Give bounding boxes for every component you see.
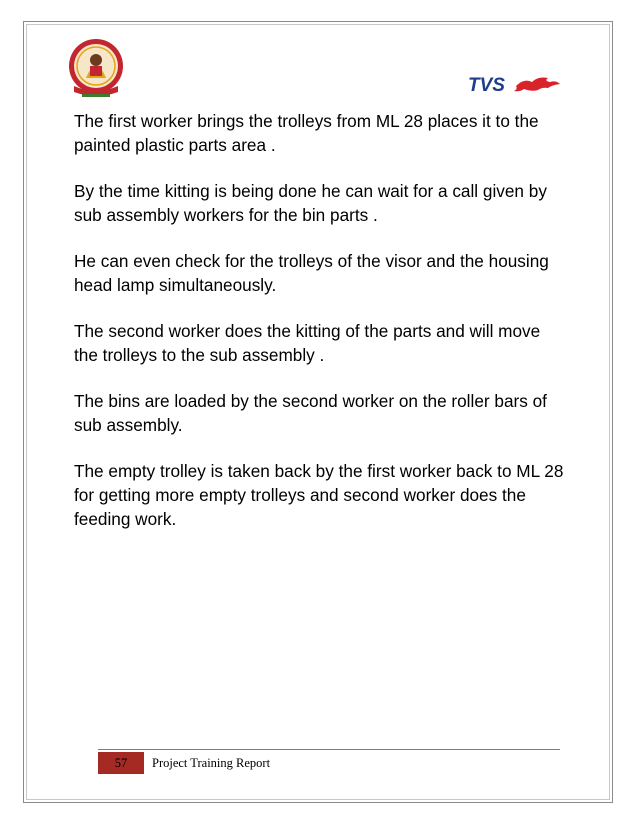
tvs-horse-logo-icon: [466, 72, 562, 98]
body-text: [74, 109, 564, 553]
footer-page-number: 57: [114, 756, 128, 770]
paragraph: He can even check for the trolleys of the visor and the housing head lamp simultaneously.: [74, 251, 549, 295]
paragraph: By the time kitting is being done he can wait for a call given by sub assembly workers for the bin parts .: [74, 181, 547, 225]
footer-title: Project Training Report: [152, 756, 271, 770]
footer-rule: [98, 749, 560, 750]
paragraph: The empty trolley is taken back by the first worker back to ML 28 for getting more empty trolleys and second worker does the feeding work.: [74, 461, 564, 529]
tvs-logo-text: TVS: [468, 75, 505, 96]
paragraph: The first worker brings the trolleys from ML 28 places it to the painted plastic parts area .: [74, 111, 539, 155]
paragraph: The bins are loaded by the second worker on the roller bars of sub assembly.: [74, 391, 547, 435]
paragraph: The second worker does the kitting of the parts and will move the trolleys to the sub assembly .: [74, 321, 541, 365]
university-seal-icon: [66, 36, 126, 100]
